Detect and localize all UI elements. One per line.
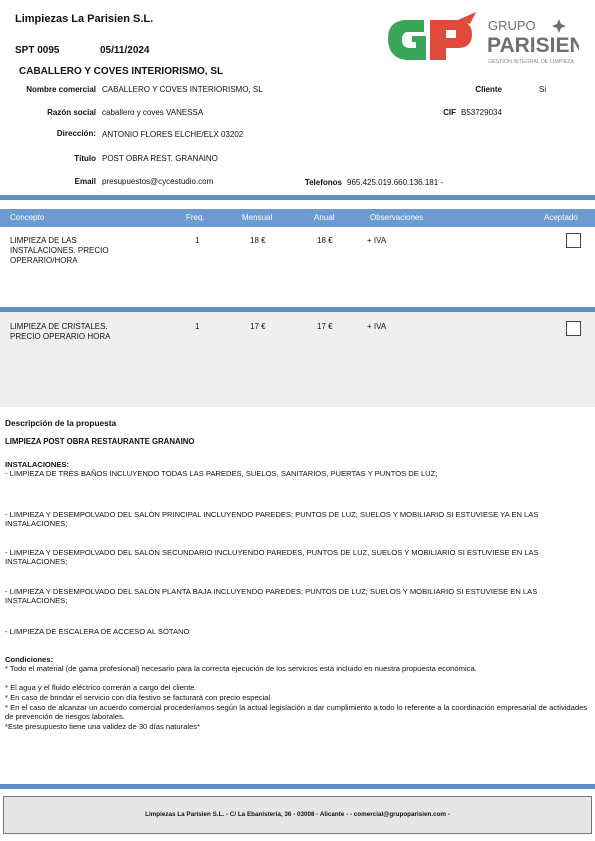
row-mensual: 17 € <box>250 322 266 331</box>
telefonos-label: Telefonos <box>304 178 342 187</box>
row-concepto-line: OPERARIO/HORA <box>10 256 78 265</box>
condiciones-item: * En caso de brindar el servicio con día festivo se facturará con precio especial <box>5 693 271 702</box>
row-concepto-line: PRECIO OPERARIO HORA <box>10 332 111 341</box>
company-name: Limpiezas La Parisien S.L. <box>15 13 154 25</box>
instalaciones-item: - LIMPIEZA Y DESEMPOLVADO DEL SALÓN PLANTA BAJA INCLUYENDO PAREDES; PUNTOS DE LUZ; SUELOS Y MOBILIARIO SI ESTUVIESE EN LAS INSTALACIONES; <box>5 587 538 606</box>
logo-mark-icon <box>384 8 579 68</box>
table-header <box>0 209 595 227</box>
row-freq: 1 <box>195 322 200 331</box>
cliente-label: Cliente <box>475 85 502 94</box>
th-observaciones: Observaciones <box>370 213 424 222</box>
titulo-value: POST OBRA REST. GRANAINO <box>102 154 218 163</box>
table-row <box>0 312 595 407</box>
header-separator <box>0 195 595 200</box>
telefonos-value: 965.425.019.660.136.181 - <box>347 178 444 187</box>
th-concepto: Concepto <box>10 213 45 222</box>
razon-social-value: caballero y coves VANESSA <box>102 108 204 117</box>
razon-social-label: Razón social <box>47 108 96 117</box>
row-concepto <box>10 322 110 342</box>
th-freq: Freq. <box>186 213 205 222</box>
description-subtitle: LIMPIEZA POST OBRA RESTAURANTE GRANAINO <box>5 437 195 446</box>
footer-separator <box>0 784 595 789</box>
accept-checkbox[interactable] <box>566 233 581 248</box>
document-number: SPT 0095 <box>15 45 60 56</box>
row-observaciones: + IVA <box>367 236 387 245</box>
instalaciones-item: - LIMPIEZA DE TRES BAÑOS INCLUYENDO TODAS LAS PAREDES, SUELOS, SANITARIOS, PUERTAS Y PUNTOS DE LUZ; <box>5 469 438 478</box>
row-concepto-line: LIMPIEZA DE CRISTALES. <box>10 322 108 331</box>
condiciones-item: *Este presupuesto tiene una validez de 30 días naturales* <box>5 722 201 731</box>
document-date: 05/11/2024 <box>100 45 150 56</box>
table-row <box>0 227 595 307</box>
condiciones-item: * Todo el material (de gama profesional) necesario para la correcta ejecución de los servicios está incluido en nuestra propuesta económica. <box>5 664 477 673</box>
email-label: Email <box>74 177 96 186</box>
instalaciones-item: - LIMPIEZA DE ESCALERA DE ACCESO AL SÓTANO <box>5 627 190 636</box>
row-concepto-line: INSTALACIONES. PRECIO <box>10 246 109 255</box>
direccion-label: Dirección: <box>56 129 96 138</box>
row-freq: 1 <box>195 236 200 245</box>
th-aceptado: Aceptado <box>544 213 578 222</box>
row-observaciones: + IVA <box>367 322 387 331</box>
cif-value: B53729034 <box>461 108 502 117</box>
row-concepto-line: LIMPIEZA DE LAS <box>10 236 77 245</box>
nombre-comercial-value: CABALLERO Y COVES INTERIORISMO, SL <box>102 85 263 94</box>
row-concepto <box>10 236 109 266</box>
direccion-value: ANTONIO FLORES ELCHE/ELX 03202 <box>102 130 244 139</box>
cif-label: CIF <box>443 108 456 117</box>
nombre-comercial-label: Nombre comercial <box>26 85 96 94</box>
email-value: presupuestos@cycestudio.com <box>102 177 214 186</box>
logo-text-sub: GESTIÓN INTEGRAL DE LIMPIEZA <box>488 59 575 65</box>
row-anual: 17 € <box>317 322 333 331</box>
th-mensual: Mensual <box>242 213 273 222</box>
instalaciones-heading: INSTALACIONES: <box>5 460 69 469</box>
description-title: Descripción de la propuesta <box>5 418 117 428</box>
footer-box <box>3 796 592 834</box>
titulo-label: Título <box>74 154 96 163</box>
condiciones-item: * El agua y el fluido eléctrico correrán a cargo del cliente. <box>5 683 197 692</box>
condiciones-heading: Condiciones: <box>5 655 54 664</box>
row-mensual: 18 € <box>250 236 266 245</box>
instalaciones-item: - LIMPIEZA Y DESEMPOLVADO DEL SALÓN PRINCIPAL INCLUYENDO PAREDES; PUNTOS DE LUZ; SUELOS Y MOBILIARIO SI ESTUVIESE YA EN LAS INSTALACIONES; <box>5 510 539 529</box>
cliente-value: Si <box>539 85 547 94</box>
condiciones-item: * En el caso de alcanzar un acuerdo comercial procederíamos según la actual legislación a dar cumplimiento a todo lo referente a la coordinación empresarial de actividades de prevención de riesgos laborales. <box>5 703 588 722</box>
instalaciones-item: - LIMPIEZA Y DESEMPOLVADO DEL SALÓN SECUNDARIO INCLUYENDO PAREDES, PUNTOS DE LUZ, SUELOS Y MOBILIARIO SI ESTUVIESE EN LAS INSTALACIONES; <box>5 548 539 567</box>
row-anual: 18 € <box>317 236 333 245</box>
logo-text-top: GRUPO <box>488 18 536 33</box>
accept-checkbox[interactable] <box>566 321 581 336</box>
logo-text-main: PARISIEN <box>487 34 579 57</box>
footer-text: Limpiezas La Parisien S.L. - C/ La Ebanistería, 36 - 03008 - Alicante - - comercial@grupoparisien.com - <box>145 811 450 818</box>
th-anual: Anual <box>314 213 335 222</box>
grupo-parisien-logo <box>384 8 579 68</box>
client-name: CABALLERO Y COVES INTERIORISMO, SL <box>19 66 224 77</box>
